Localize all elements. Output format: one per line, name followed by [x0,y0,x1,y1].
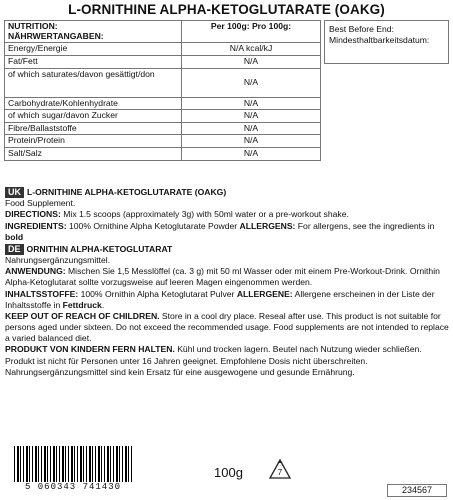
uk-directions-text: Mix 1.5 scoops (approximately 3g) with 50ml water or a pre-workout shake. [60,209,349,220]
uk-directions [5,209,449,220]
nutrition-value: N/A [182,110,321,123]
de-flag-badge: DE [5,244,24,255]
nutrition-value: N/A kcal/kJ [182,43,321,56]
nutrition-value: N/A [182,135,321,148]
nutrition-label: of which sugar/davon Zucker [5,110,182,123]
de-anwendung-text: Mischen Sie 1,5 Messlöffel (ca. 3 g) mit 50 ml Wasser oder mit einem Pre-Workout-Drink. Ornithin Alpha-Ketoglutarat sollte vorzugsweise auf leeren Magen eingenommen werden. [5,266,440,288]
uk-product-name: L-ORNITHINE ALPHA-KETOGLUTARATE (OAKG) [27,187,227,197]
nutrition-value: N/A [182,97,321,110]
de-bold-word: Fettdruck [62,299,102,310]
nutrition-header-per100g: Per 100g: Pro 100g: [182,21,321,43]
nutrition-label: Fat/Fett [5,55,182,68]
nutrition-row [5,43,321,56]
nutrition-value: N/A [182,55,321,68]
recycle-icon [268,458,292,482]
warning-de-label: PRODUKT VON KINDERN FERN HALTEN. [5,344,175,355]
barcode-digits: 5 060343 741430 [6,482,140,492]
uk-ingredients-label: INGREDIENTS: [5,220,67,231]
uk-ingredients-text: 100% Ornithine Alpha Ketoglutarate Powder [66,220,240,231]
nutrition-label: Fibre/Ballaststoffe [5,122,182,135]
warning-de [5,344,449,378]
nutrition-value: N/A [182,122,321,135]
warning-en-text: Store in a cool dry place. Reseal after use. This product is not suitable for persons aged under sixteen. Do not exceed the recommended usage. Food supplements are not intended to replace a varied balanced diet. [5,310,449,344]
barcode-bars [14,446,134,486]
de-anwendung-label: ANWENDUNG: [5,266,66,277]
uk-flag-badge: UK [5,187,24,198]
nutrition-header-label: NUTRITION: NÄHRWERTANGABEN: [5,21,182,43]
nutrition-value: N/A [182,148,321,161]
de-food-supplement: Nahrungsergänzungsmittel. [5,255,111,266]
de-inhaltsstoffe-text: 100% Ornithin Alpha Ketoglutarat Pulver [78,288,237,299]
label-text-body [5,186,449,378]
de-inhaltsstoffe [5,289,449,311]
warning-de-text: Kühl und trocken lagern. Beutel nach Nutzung wieder schließen. Produkt ist nicht für Personen unter 16 Jahren geeignet. Empfohlene Dosis nicht überschreiten. Nahrungsergänzungsmittel sind kein Ersatz für eine ausgewogene und gesunde Ernährung. [5,344,422,377]
de-end: . [101,299,105,310]
barcode [6,446,140,492]
product-title: L-ORNITHINE ALPHA-KETOGLUTARATE (OAKG) [68,2,385,17]
nutrition-header-row [5,21,321,43]
de-allergene-text: Allergene erscheinen in der Liste der Inhaltsstoffe in [5,288,435,310]
warning-en [5,311,449,345]
de-allergene-label: ALLERGENE: [236,288,293,299]
nutrition-label: Carbohydrate/Kohlenhydrate [5,97,182,110]
de-inhaltsstoffe-label: INHALTSSTOFFE: [5,288,79,299]
nutrition-label: of which saturates/davon gesättigt/don [5,68,182,97]
de-heading [5,244,449,255]
uk-allergens-text: For allergens, see the ingredients in [295,220,435,231]
nutrition-row [5,135,321,148]
uk-food-supplement: Food Supplement. [5,198,76,209]
lot-number-box: 234567 [387,484,447,497]
nutrition-table [4,20,321,161]
best-before-box: Best Before End: Mindesthaltbarkeitsdatum: [324,20,449,64]
uk-ingredients [5,221,449,243]
warning-en-label: KEEP OUT OF REACH OF CHILDREN. [5,310,160,321]
de-product-name: ORNITHIN ALPHA-KETOGLUTARAT [26,243,173,254]
nutrition-row [5,55,321,68]
net-weight: 100g [214,465,243,480]
nutrition-row [5,148,321,161]
uk-directions-label: DIRECTIONS: [5,209,61,220]
nutrition-value: N/A [182,68,321,97]
uk-bold-word: bold [5,231,24,242]
nutrition-label: Protein/Protein [5,135,182,148]
uk-heading [5,187,449,198]
nutrition-label: Salt/Salz [5,148,182,161]
recycle-number: 7 [277,468,283,477]
nutrition-row [5,122,321,135]
de-anwendung [5,266,449,288]
nutrition-label: Energy/Energie [5,43,182,56]
nutrition-row [5,68,321,97]
nutrition-row [5,110,321,123]
uk-allergens-label: ALLERGENS: [239,220,296,231]
nutrition-row [5,97,321,110]
